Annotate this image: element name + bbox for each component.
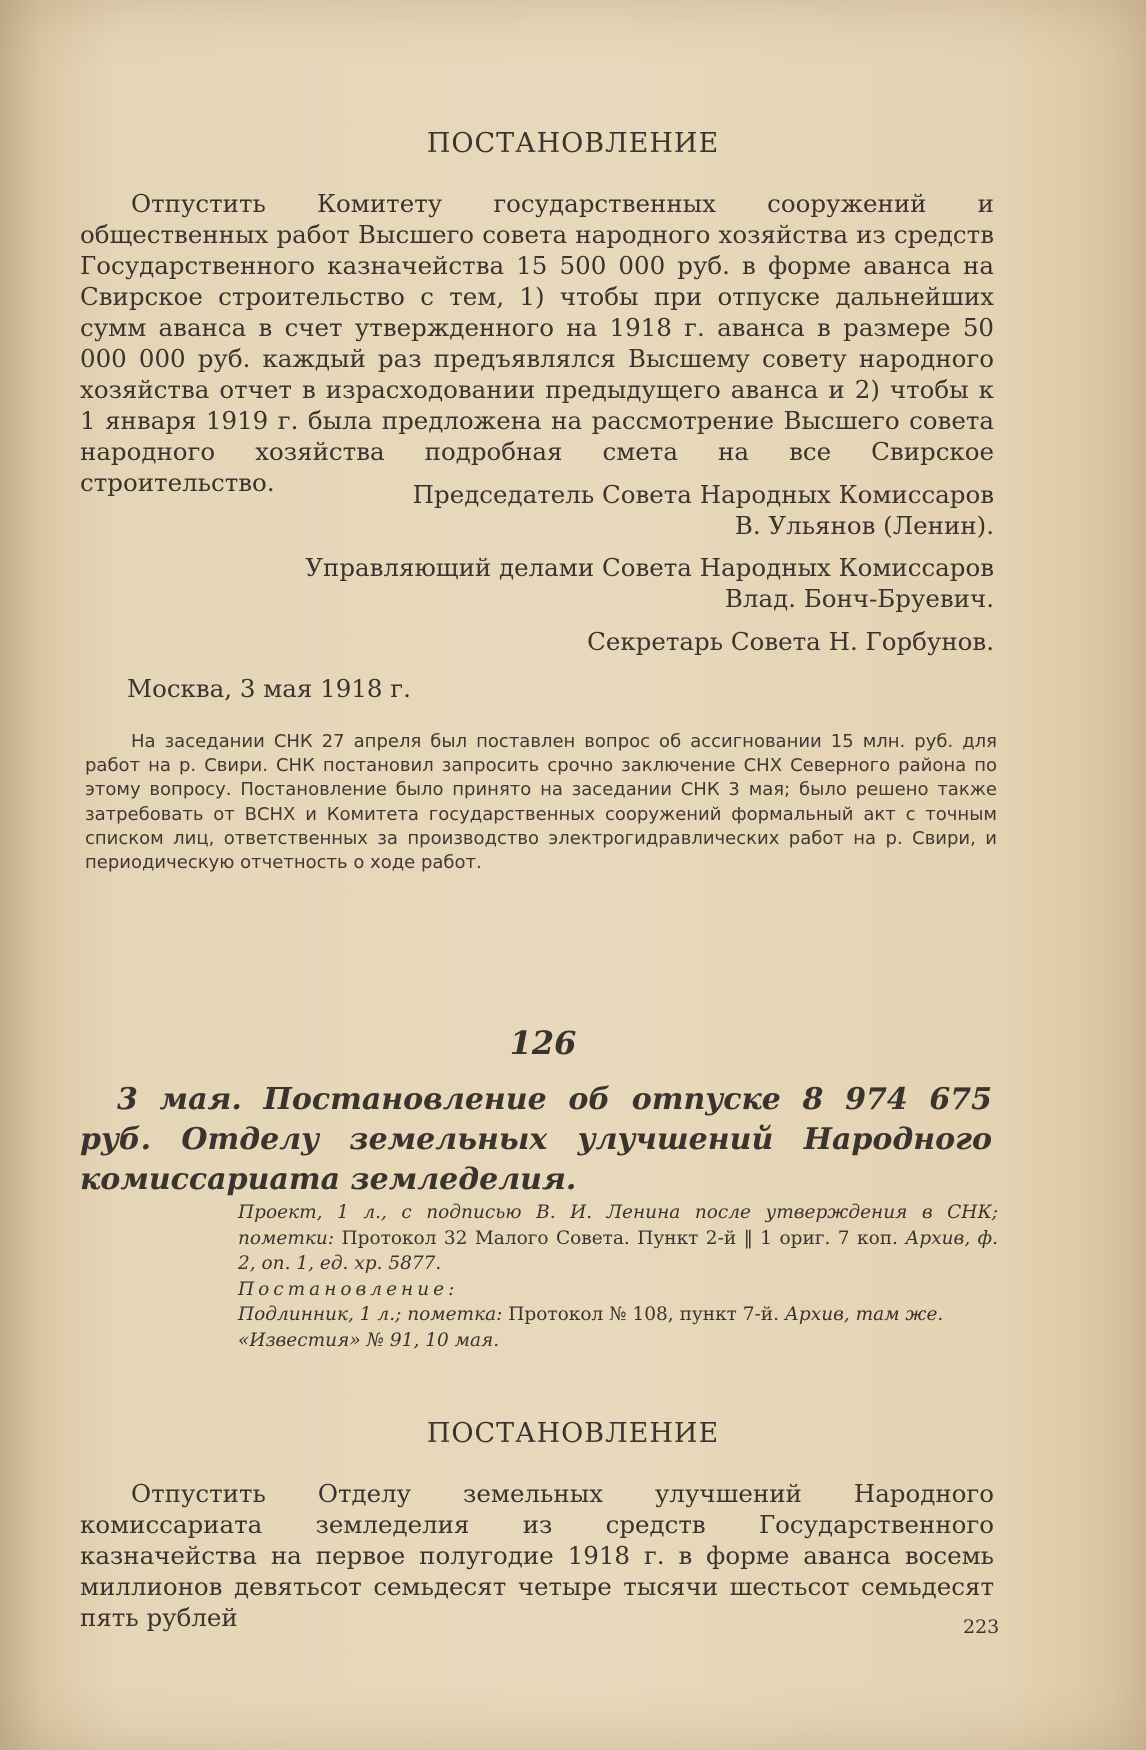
signature-chairman-name: В. Ульянов (Ленин). [734, 511, 994, 540]
place-date: Москва, 3 мая 1918 г. [127, 674, 411, 703]
source-draft-archive: Архив, ф. 2, оп. 1, ед. хр. 5877. [238, 1227, 999, 1274]
signature-manager-title: Управляющий делами Совета Народных Комиссаров [305, 553, 994, 582]
source-original-archive: Архив, там же. [784, 1304, 944, 1325]
source-notes [238, 1200, 998, 1353]
editorial-note: На заседании СНК 27 апреля был поставлен вопрос об ассигновании 15 млн. руб. для работ на р. Свири. СНК постановил запросить срочно заключение СНХ Северного района по этому вопросу. Постановление было принято на заседании СНК 3 мая; было решено также затребовать от ВСНХ и Комитета государственных сооружений формальный акт с точным списком лиц, ответственных за производство электрогидравлических работ на р. Свири, и периодическую отчетность о ходе работ. [85, 731, 997, 874]
signature-secretary: Секретарь Совета Н. Горбунов. [587, 627, 994, 656]
source-izvestia: «Известия» № 91, 10 мая. [238, 1329, 500, 1351]
source-draft-desc: Проект, 1 л., с подписью В. И. Ленина после утверждения в СНК; пометки: [238, 1202, 998, 1249]
source-original-marks: Протокол № 108, пункт 7-й. [502, 1304, 785, 1325]
source-original-desc: Подлинник, 1 л.; пометка: [238, 1304, 503, 1325]
source-draft-marks: Протокол 32 Малого Совета. Пункт 2-й ‖ 1 ориг. 7 коп. [334, 1227, 906, 1249]
resolution-title-2: ПОСТАНОВЛЕНИЕ [426, 1418, 720, 1449]
resolution-body: Отпустить Комитету государственных сооружений и общественных работ Высшего совета народного хозяйства из средств Государственного казначейства 15 500 000 руб. в форме аванса на Свирское строительство с тем, 1) чтобы при отпуске дальнейших сумм аванса в счет утвержденного на 1918 г. аванса в размере 50 000 000 руб. каждый раз предъявлялся Высшему совету народного хозяйства отчет в израсходовании предыдущего аванса и 2) чтобы к 1 января 1919 г. была предложена на рассмотрение Высшего совета народного хозяйства подробная смета на все Свирское строительство. [80, 189, 994, 497]
signature-chairman-title: Председатель Совета Народных Комиссаров [412, 480, 994, 509]
document-heading: 3 мая. Постановление об отпуске 8 974 675 руб. Отделу земельных улучшений Народного комиссариата земледелия. [80, 1082, 992, 1197]
resolution-title: ПОСТАНОВЛЕНИЕ [426, 128, 720, 159]
page-number: 223 [963, 1616, 1000, 1638]
resolution-body-2: Отпустить Отделу земельных улучшений Народного комиссариата земледелия из средств Государственного казначейства на первое полугодие 1918 г. в форме аванса восемь миллионов девятьсот семьдесят четыре тысячи шестьсот семьдесят пять рублей [80, 1479, 994, 1632]
document-number: 126 [509, 1024, 577, 1062]
signature-manager-name: Влад. Бонч-Бруевич. [724, 584, 994, 613]
source-resolution-label: Постановление: [238, 1278, 459, 1300]
